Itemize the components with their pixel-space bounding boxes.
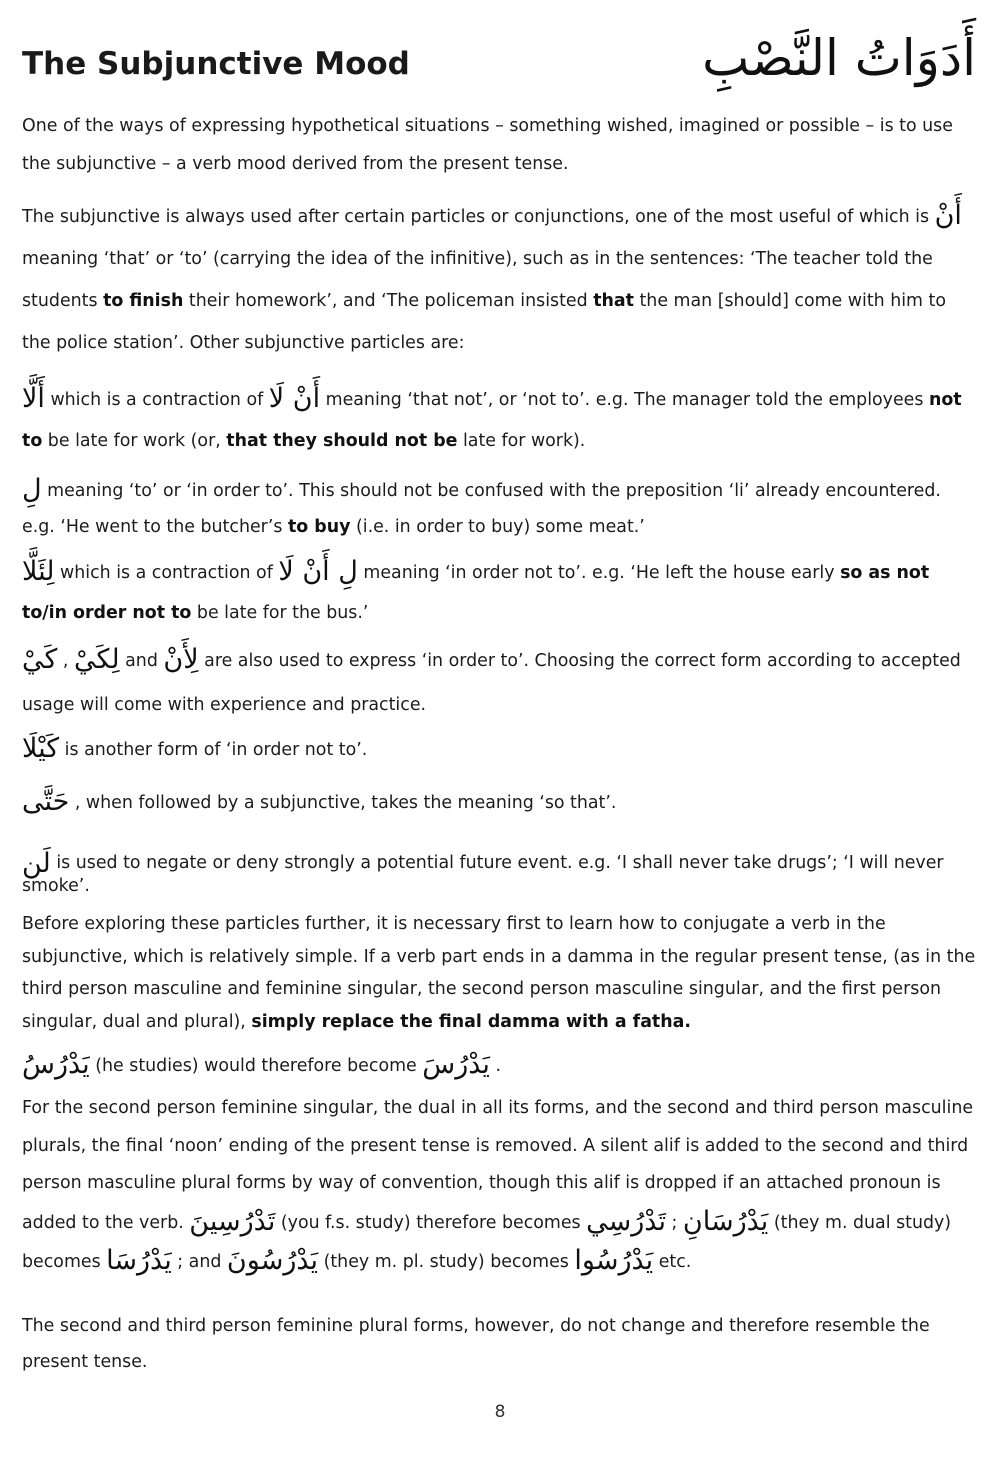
arabic-word: أَنْ: [934, 200, 962, 231]
arabic-word: يَدْرُسُ: [22, 1049, 90, 1080]
arabic-word: أَلَّا: [22, 383, 45, 414]
arabic-word: كَيْلَا: [22, 733, 60, 764]
arabic-word: لِأَنْ: [163, 644, 199, 675]
text: (you f.s. study) therefore becomes: [280, 1212, 581, 1233]
text: ;: [671, 1212, 678, 1233]
intro-paragraph: One of the ways of expressing hypothetical situations – something wished, imagined or possible – is to use the subjunctive – a verb mood derived from the present tense.: [22, 116, 953, 174]
text: .: [495, 1056, 502, 1076]
bold-text: simply replace the final damma with a fatha.: [251, 1011, 691, 1032]
text: is another form of ‘in order not to’.: [64, 740, 368, 760]
text: ; and: [177, 1252, 222, 1272]
arabic-word: حَتَّى: [22, 786, 70, 817]
arabic-word: يَدْرُسَانِ: [682, 1205, 769, 1237]
paragraph-hatta: [22, 783, 977, 822]
arabic-word: يَدْرُسُوا: [574, 1245, 654, 1276]
paragraph-lan: [22, 848, 977, 897]
text: late for work).: [462, 431, 586, 451]
paragraph-alla: [22, 378, 977, 462]
arabic-word: كَيْ: [22, 644, 58, 675]
arabic-word: لَن: [22, 848, 51, 879]
page-number: 8: [494, 1402, 506, 1422]
arabic-word: تَدْرُسِي: [586, 1205, 666, 1237]
text: be late for work (or,: [47, 431, 221, 451]
bold-text: not to: [22, 390, 962, 451]
arabic-word: أَنْ لَا: [268, 383, 321, 414]
paragraph-li: [22, 472, 977, 545]
bold-text: that: [593, 291, 634, 311]
separator: ,: [62, 651, 69, 671]
text: For the second person feminine singular, the dual in all its forms, and the second and third person masculine plurals, the final ‘noon’ ending of the present tense is removed. A silent alif is added to the second and third person masculine plural forms by way of convention, though this alif is dropped if an attached pronoun is added to the verb.: [22, 1098, 974, 1233]
paragraph-conjugation: [22, 908, 977, 1038]
paragraph-feminine-plural: The second and third person feminine plural forms, however, do not change and therefore resemble the present tense.: [22, 1316, 930, 1372]
text: , when followed by a subjunctive, takes the meaning ‘so that’.: [74, 793, 617, 813]
page-title: The Subjunctive Mood: [22, 46, 410, 82]
text: is used to negate or deny strongly a potential future event. e.g. ‘I shall never take drugs’; ‘I will never smoke’.: [22, 853, 944, 896]
arabic-word: تَدْرُسِينَ: [189, 1205, 276, 1237]
text: which is a contraction of: [60, 563, 273, 583]
bold-text: that they should not be: [226, 431, 458, 451]
text: etc.: [658, 1252, 692, 1272]
text: the man [should] come with him to the police station’. Other subjunctive particles are:: [22, 291, 946, 353]
paragraph-kayla: [22, 730, 977, 769]
text: Before exploring these particles further, it is necessary first to learn how to conjugate a verb in the subjunctive, which is relatively simple. If a verb part ends in a damma in the regular present tense, (as in the third person masculine and feminine singular, the second person masculine singular, and the first person singular, dual and plural),: [22, 914, 976, 1032]
arabic-word: يَدْرُسَ: [422, 1049, 490, 1080]
text: meaning ‘in order not to’. e.g. ‘He left the house early: [363, 563, 835, 583]
arabic-word: يَدْرُسُونَ: [226, 1245, 319, 1276]
bold-text: to buy: [287, 517, 351, 537]
arabic-word: لِكَيْ: [73, 644, 120, 675]
arabic-title: أَدَوَاتُ النَّصْبِ: [702, 29, 976, 87]
text: (they m. pl. study) becomes: [323, 1252, 569, 1272]
paragraph-an: [22, 195, 977, 364]
text: meaning ‘to’ or ‘in order to’. This should not be confused with the preposition ‘li’ already encountered. e.g. ‘He went to the butcher’s: [22, 481, 941, 537]
text: be late for the bus.’: [196, 603, 369, 623]
bold-text: to finish: [103, 291, 184, 311]
text: are also used to express ‘in order to’. Choosing the correct form according to accepted usage will come with experience and practice.: [22, 651, 961, 715]
arabic-word: يَدْرُسَا: [106, 1245, 172, 1276]
text: The subjunctive is always used after certain particles or conjunctions, one of the most useful of which is: [22, 207, 930, 227]
arabic-word: لِ أَنْ لَا: [278, 556, 358, 587]
text: (i.e. in order to buy) some meat.’: [355, 517, 645, 537]
paragraph-yadrusu: [22, 1046, 977, 1085]
text: and: [125, 651, 158, 671]
arabic-word: لِئَلَّا: [22, 556, 55, 587]
text: (they m. dual study) becomes: [22, 1212, 952, 1272]
text: which is a contraction of: [50, 390, 264, 410]
arabic-word: لِ: [22, 474, 42, 505]
paragraph-kay: [22, 638, 977, 727]
paragraph-lialla: [22, 552, 977, 633]
paragraph-noon-ending: [22, 1090, 977, 1282]
text: meaning ‘that’ or ‘to’ (carrying the idea of the infinitive), such as in the sentences: ‘The teacher told the students: [22, 249, 933, 311]
text: meaning ‘that not’, or ‘not to’. e.g. The manager told the employees: [325, 390, 924, 410]
bold-text: so as not to/in order not to: [22, 563, 930, 623]
text: (he studies) would therefore become: [95, 1056, 417, 1076]
text: their homework’, and ‘The policeman insisted: [188, 291, 588, 311]
